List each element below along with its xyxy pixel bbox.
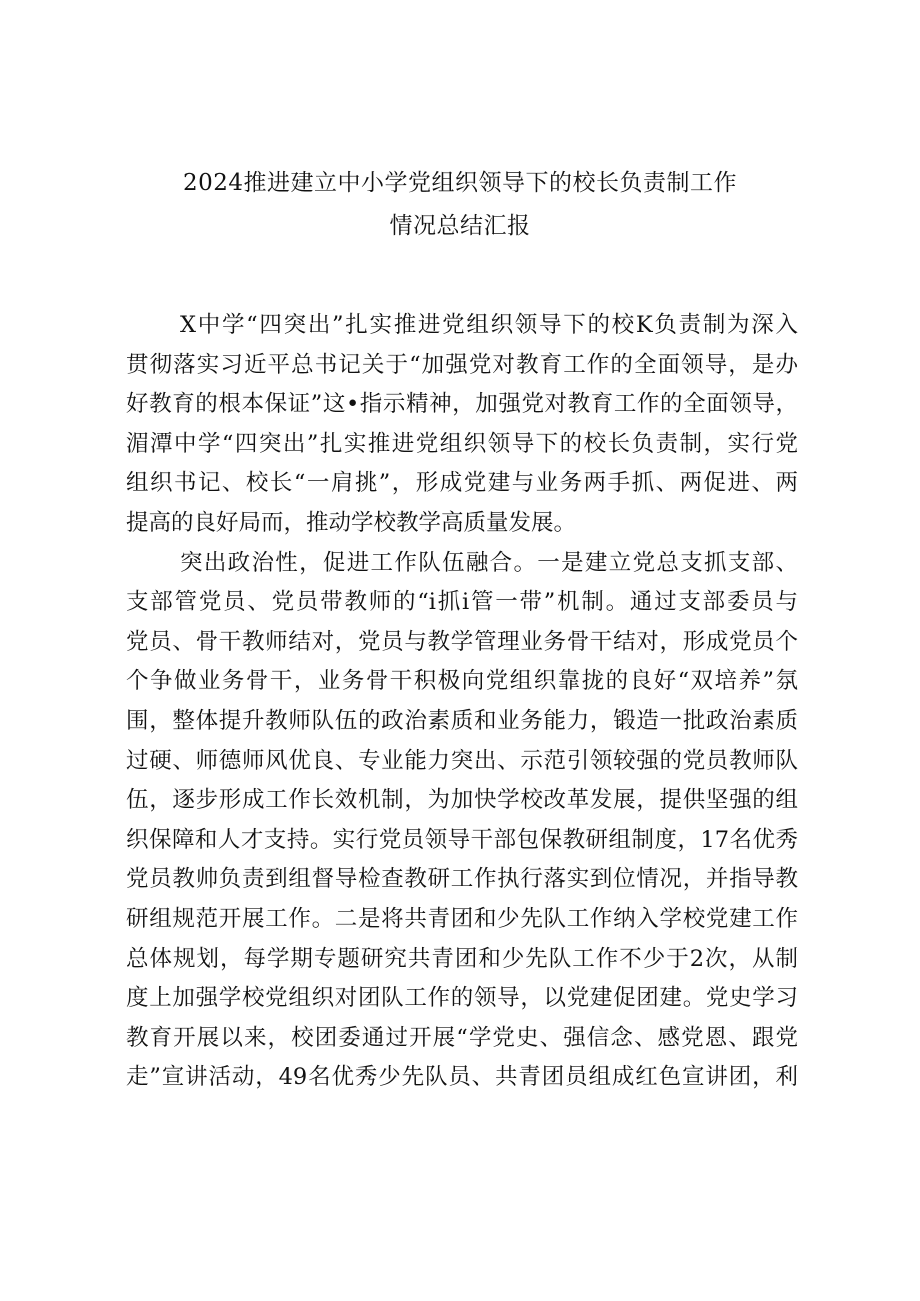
paragraph-1-line-1: X中学“四突出”扎实推进党组织领导下的校K负责制为深入 [180,312,798,338]
paragraph-2-line-1: 突出政治性，促进工作队伍融合。一是建立党总支抓支部、 [180,549,798,576]
paragraph-2-line-3: 党员、骨干教师结对，党员与教学管理业务骨干结对，形成党员个 [126,628,798,655]
paragraph-1-line-4: 湄潭中学“四突出”扎实推进党组织领导下的校长负责制，实行党 [126,430,798,457]
document-title-line-2: 情况总结汇报 [389,213,531,239]
paragraph-1-line-3: 好教育的根本保证”这•指示精神，加强党对教育工作的全面领导， [126,391,798,418]
paragraph-2-line-5: 围，整体提升教师队伍的政治素质和业务能力，锻造一批政治素质 [126,707,798,734]
paragraph-2-line-11: 总体规划，每学期专题研究共青团和少先队工作不少于2次，从制 [126,945,798,972]
paragraph-1-line-5: 组织书记、校长“一肩挑”，形成党建与业务两手抓、两促进、两 [126,470,798,497]
paragraph-2-line-9: 党员教帅负责到组督导检查教研工作执行落实到位情况，并指导教 [126,866,798,893]
paragraph-2-line-6: 过硬、师德师风优良、专业能力突出、示范引领较强的党员教师队 [126,747,798,774]
paragraph-2-line-12: 度上加强学校党组织对团队工作的领导，以党建促团建。党史学习 [126,985,798,1012]
paragraph-1-line-2: 贯彻落实习近平总书记关于“加强党对教育工作的全面领导，是办 [126,351,798,378]
paragraph-2-line-13: 教育开展以来，校团委通过开展“学党史、强信念、感党恩、跟党 [126,1024,798,1051]
document-title-line-1: 2024推进建立中小学党组织领导下的校长负责制工作 [182,170,738,196]
document-body [126,306,798,1098]
paragraph-2-line-4: 个争做业务骨干，业务骨干积极向党组织靠拢的良好“双培养”氛 [126,668,798,695]
paragraph-2-line-10: 研组规范开展工作。二是将共青团和少先队工作纳入学校党建工作 [126,905,798,932]
paragraph-2-line-2: 支部管党员、党员带教师的“i抓i管一带”机制。通过支部委员与 [126,589,798,616]
paragraph-2-line-7: 伍，逐步形成工作长效机制，为加快学校改革发展，提供坚强的组 [126,787,798,814]
paragraph-1-line-6: 提高的良好局而，推动学校教学高质量发展。 [126,509,577,536]
paragraph-2-line-8: 织保障和人才支持。实行党员领导干部包保教研组制度，17名优秀 [126,826,798,853]
paragraph-2-line-14: 走”宣讲活动，49名优秀少先队员、共青团员组成红色宣讲团，利 [126,1064,798,1091]
